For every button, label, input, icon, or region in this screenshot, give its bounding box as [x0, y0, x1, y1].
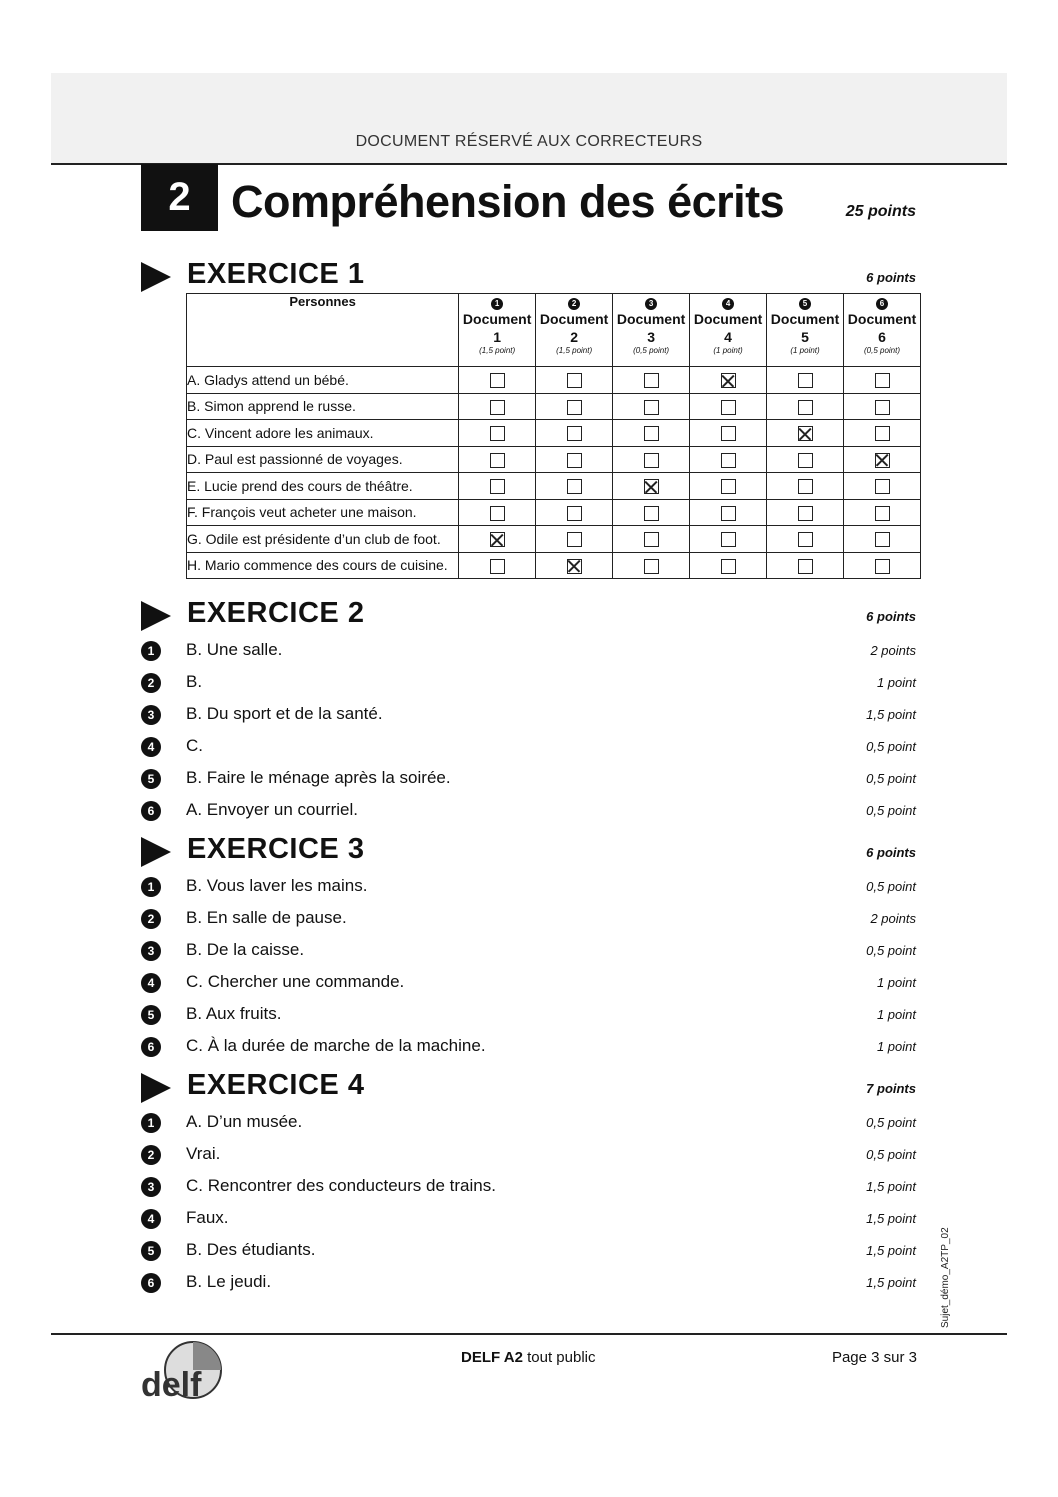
table-row [187, 367, 921, 394]
checkbox-cell [690, 552, 767, 579]
checked-checkbox[interactable] [798, 426, 813, 441]
col-header-document-2 [536, 294, 613, 367]
answer-text: C. [186, 736, 203, 755]
exercise-2-header [141, 597, 916, 633]
answer-text: B. En salle de pause. [186, 908, 347, 927]
list-item [141, 1144, 916, 1168]
answer-text: A. Envoyer un courriel. [186, 800, 358, 819]
question-number-icon: 3 [141, 1177, 161, 1197]
exercise-points: 6 points [866, 270, 916, 285]
document-number-icon: 2 [568, 298, 580, 310]
question-number-icon: 2 [141, 673, 161, 693]
person-statement: D. Paul est passionné de voyages. [187, 446, 459, 473]
document-label: Document [847, 311, 917, 327]
checkbox[interactable] [798, 479, 813, 494]
document-points: (0,5 point) [633, 346, 670, 355]
checkbox[interactable] [644, 373, 659, 388]
col-header-document-6 [844, 294, 921, 367]
document-number-icon: 6 [876, 298, 888, 310]
checkbox-cell [690, 446, 767, 473]
table-row [187, 446, 921, 473]
section-number: 2 [141, 164, 218, 231]
checkbox[interactable] [721, 479, 736, 494]
checkbox-cell [844, 446, 921, 473]
checkbox[interactable] [644, 532, 659, 547]
checkbox[interactable] [798, 559, 813, 574]
checkbox-cell [459, 526, 536, 553]
exercise-title: EXERCICE 2 [187, 597, 365, 629]
exercise-4-header [141, 1069, 916, 1105]
checkbox-cell [767, 526, 844, 553]
table-row [187, 420, 921, 447]
col-header-document-5 [767, 294, 844, 367]
checkbox-cell [844, 526, 921, 553]
answer-text: Faux. [186, 1208, 229, 1227]
checkbox[interactable] [490, 559, 505, 574]
document-index: 6 [878, 329, 886, 345]
checkbox-cell [690, 367, 767, 394]
table-row [187, 473, 921, 500]
answer-text: B. Du sport et de la santé. [186, 704, 383, 723]
checked-checkbox[interactable] [644, 479, 659, 494]
checkbox[interactable] [721, 426, 736, 441]
checkbox[interactable] [490, 373, 505, 388]
checkbox-cell [613, 446, 690, 473]
document-points: (1 point) [790, 346, 820, 355]
footer-exam [461, 1349, 596, 1366]
footer-divider [51, 1333, 1007, 1335]
checkbox[interactable] [875, 479, 890, 494]
checkbox-cell [536, 526, 613, 553]
question-number-icon: 6 [141, 1037, 161, 1057]
question-number-icon: 4 [141, 973, 161, 993]
document-index: 2 [570, 329, 579, 345]
checkbox-cell [767, 367, 844, 394]
checkbox-cell [844, 367, 921, 394]
document-number-icon: 5 [799, 298, 811, 310]
checkbox[interactable] [644, 453, 659, 468]
checked-checkbox[interactable] [490, 532, 505, 547]
list-item [141, 1208, 916, 1232]
document-index: 4 [724, 329, 732, 345]
answer-text: C. Rencontrer des conducteurs de trains. [186, 1176, 496, 1195]
checkbox-cell [690, 393, 767, 420]
answer-points: 0,5 point [866, 943, 916, 958]
checkbox[interactable] [567, 373, 582, 388]
answer-points: 1,5 point [866, 1275, 916, 1290]
list-item [141, 1036, 916, 1060]
checkbox[interactable] [567, 426, 582, 441]
checkbox[interactable] [798, 453, 813, 468]
checkbox-cell [459, 446, 536, 473]
answer-points: 0,5 point [866, 879, 916, 894]
answer-points: 1 point [876, 675, 916, 690]
checkbox-cell [459, 420, 536, 447]
checkbox-cell [690, 473, 767, 500]
question-number-icon: 1 [141, 641, 161, 661]
checkbox-cell [536, 420, 613, 447]
question-number-icon: 4 [141, 737, 161, 757]
document-number-icon: 3 [645, 298, 657, 310]
header-band [51, 73, 1007, 165]
exam-name: DELF A2 [461, 1349, 523, 1366]
document-index: 5 [801, 329, 809, 345]
checkbox-cell [767, 552, 844, 579]
list-item [141, 972, 916, 996]
checkbox-cell [767, 393, 844, 420]
checkbox[interactable] [721, 532, 736, 547]
answer-points: 1,5 point [866, 1179, 916, 1194]
answer-points: 0,5 point [866, 803, 916, 818]
page-number: Page 3 sur 3 [831, 1349, 917, 1366]
list-item [141, 1112, 916, 1136]
question-number-icon: 4 [141, 1209, 161, 1229]
document-label: Document [693, 311, 763, 327]
checkbox[interactable] [644, 559, 659, 574]
list-item [141, 940, 916, 964]
checkbox-cell [536, 446, 613, 473]
checked-checkbox[interactable] [567, 559, 582, 574]
checkbox-cell [690, 499, 767, 526]
checkbox[interactable] [567, 453, 582, 468]
exercise-title: EXERCICE 3 [187, 833, 365, 865]
logo-text: delf [141, 1366, 202, 1404]
checkbox-cell [459, 499, 536, 526]
checkbox[interactable] [644, 400, 659, 415]
answer-text: A. D’un musée. [186, 1112, 303, 1131]
arrow-icon [141, 1073, 171, 1103]
arrow-icon [141, 837, 171, 867]
checkbox[interactable] [567, 400, 582, 415]
question-number-icon: 5 [141, 769, 161, 789]
checkbox-cell [613, 499, 690, 526]
col-header-document-1 [459, 294, 536, 367]
answer-text: C. Chercher une commande. [186, 972, 405, 991]
arrow-icon [141, 262, 171, 292]
checkbox-cell [613, 367, 690, 394]
checkbox[interactable] [721, 559, 736, 574]
checkbox[interactable] [798, 532, 813, 547]
checkbox[interactable] [875, 426, 890, 441]
answer-points: 1 point [876, 975, 916, 990]
list-item [141, 876, 916, 900]
question-number-icon: 2 [141, 1145, 161, 1165]
answer-points: 2 points [870, 643, 916, 658]
answer-points: 1,5 point [866, 1211, 916, 1226]
checkbox[interactable] [721, 506, 736, 521]
document-points: (0,5 point) [863, 346, 901, 355]
checkbox[interactable] [875, 559, 890, 574]
question-number-icon: 6 [141, 801, 161, 821]
checkbox-cell [844, 552, 921, 579]
checkbox[interactable] [798, 400, 813, 415]
checkbox[interactable] [490, 400, 505, 415]
checkbox[interactable] [875, 532, 890, 547]
checkbox-cell [767, 473, 844, 500]
document-label: Document [462, 311, 532, 327]
answer-text: B. Aux fruits. [186, 1004, 282, 1023]
answer-text: C. À la durée de marche de la machine. [186, 1036, 486, 1055]
checkbox-cell [844, 499, 921, 526]
checkbox-cell [536, 473, 613, 500]
answer-text: B. De la caisse. [186, 940, 305, 959]
document-label: Document [539, 311, 609, 327]
checked-checkbox[interactable] [875, 453, 890, 468]
person-statement: F. François veut acheter une maison. [187, 499, 459, 526]
answer-text: B. Le jeudi. [186, 1272, 272, 1291]
exam-audience: tout public [527, 1349, 596, 1366]
checkbox-cell [690, 526, 767, 553]
table-row [187, 552, 921, 579]
answer-points: 0,5 point [866, 1147, 916, 1162]
checkbox-cell [459, 552, 536, 579]
document-points: (1,5 point) [556, 346, 593, 355]
person-statement: E. Lucie prend des cours de théâtre. [187, 473, 459, 500]
col-header-persons: Personnes [187, 294, 459, 367]
person-statement: A. Gladys attend un bébé. [187, 367, 459, 394]
checkbox-cell [459, 393, 536, 420]
answer-points: 1 point [876, 1039, 916, 1054]
checkbox[interactable] [875, 400, 890, 415]
list-item [141, 768, 916, 792]
list-item [141, 1240, 916, 1264]
document-label: Document [616, 311, 686, 327]
checkbox-cell [613, 393, 690, 420]
document-index: 1 [493, 329, 502, 345]
list-item [141, 800, 916, 824]
table-row [187, 499, 921, 526]
checkbox[interactable] [721, 453, 736, 468]
section-title: Compréhension des écrits [231, 176, 785, 227]
checkbox[interactable] [875, 373, 890, 388]
checkbox[interactable] [875, 506, 890, 521]
checkbox[interactable] [644, 506, 659, 521]
document-points: (1 point) [713, 346, 743, 355]
table-row [187, 393, 921, 420]
exercise-points: 6 points [866, 609, 916, 624]
checkbox-cell [536, 499, 613, 526]
person-statement: H. Mario commence des cours de cuisine. [187, 552, 459, 579]
answer-points: 2 points [870, 911, 916, 926]
exercise-points: 6 points [866, 845, 916, 860]
exercise-title: EXERCICE 1 [187, 258, 365, 290]
person-statement: G. Odile est présidente d’un club de foot. [187, 526, 459, 553]
reserved-label: DOCUMENT RÉSERVÉ AUX CORRECTEURS [355, 133, 703, 150]
checkbox-cell [536, 367, 613, 394]
col-header-document-4 [690, 294, 767, 367]
delf-logo [141, 1338, 231, 1404]
answer-points: 1,5 point [866, 707, 916, 722]
list-item [141, 704, 916, 728]
answer-points: 1,5 point [866, 1243, 916, 1258]
arrow-icon [141, 601, 171, 631]
list-item [141, 736, 916, 760]
col-header-document-3 [613, 294, 690, 367]
question-number-icon: 1 [141, 877, 161, 897]
answer-text: B. Vous laver les mains. [186, 876, 368, 895]
section-points: 25 points [845, 203, 916, 220]
document-label: Document [770, 311, 840, 327]
checkbox-cell [536, 552, 613, 579]
list-item [141, 672, 916, 696]
checkbox[interactable] [721, 400, 736, 415]
table-row [187, 526, 921, 553]
checkbox-cell [613, 526, 690, 553]
checkbox[interactable] [798, 506, 813, 521]
list-item [141, 1176, 916, 1200]
answer-text: Vrai. [186, 1144, 221, 1163]
document-number-icon: 4 [722, 298, 734, 310]
list-item [141, 1272, 916, 1296]
checkbox-cell [690, 420, 767, 447]
exercise-title: EXERCICE 4 [187, 1069, 365, 1101]
question-number-icon: 5 [141, 1241, 161, 1261]
question-number-icon: 5 [141, 1005, 161, 1025]
checkbox[interactable] [490, 479, 505, 494]
checkbox[interactable] [798, 373, 813, 388]
checkbox-cell [613, 473, 690, 500]
checkbox-cell [459, 367, 536, 394]
checkbox-cell [844, 393, 921, 420]
document-number-icon: 1 [491, 298, 503, 310]
answer-text: B. Une salle. [186, 640, 283, 659]
person-statement: C. Vincent adore les animaux. [187, 420, 459, 447]
answer-text: B. [186, 672, 203, 691]
document-points: (1,5 point) [479, 346, 516, 355]
checkbox-cell [459, 473, 536, 500]
answer-points: 0,5 point [866, 771, 916, 786]
checkbox-cell [613, 552, 690, 579]
checkbox-cell [536, 393, 613, 420]
checkbox[interactable] [567, 532, 582, 547]
checkbox-cell [844, 473, 921, 500]
checked-checkbox[interactable] [721, 373, 736, 388]
checkbox[interactable] [490, 453, 505, 468]
checkbox[interactable] [567, 479, 582, 494]
question-number-icon: 6 [141, 1273, 161, 1293]
checkbox[interactable] [490, 506, 505, 521]
question-number-icon: 1 [141, 1113, 161, 1133]
document-index: 3 [647, 329, 655, 345]
question-number-icon: 3 [141, 705, 161, 725]
person-statement: B. Simon apprend le russe. [187, 393, 459, 420]
answer-text: B. Des étudiants. [186, 1240, 316, 1259]
question-number-icon: 3 [141, 941, 161, 961]
exercise-1-header [141, 258, 916, 294]
checkbox-cell [767, 499, 844, 526]
answer-points: 0,5 point [866, 739, 916, 754]
list-item [141, 908, 916, 932]
document-code: Sujet_démo_A2TP_02 [940, 1227, 951, 1328]
checkbox-cell [767, 446, 844, 473]
answer-grid [186, 293, 921, 579]
checkbox-cell [613, 420, 690, 447]
answer-points: 0,5 point [866, 1115, 916, 1130]
checkbox[interactable] [567, 506, 582, 521]
list-item [141, 640, 916, 664]
checkbox[interactable] [490, 426, 505, 441]
answer-points: 1 point [876, 1007, 916, 1022]
checkbox[interactable] [644, 426, 659, 441]
question-number-icon: 2 [141, 909, 161, 929]
checkbox-cell [767, 420, 844, 447]
checkbox-cell [844, 420, 921, 447]
exercise-3-header [141, 833, 916, 869]
answer-text: B. Faire le ménage après la soirée. [186, 768, 451, 787]
list-item [141, 1004, 916, 1028]
exercise-points: 7 points [866, 1081, 916, 1096]
